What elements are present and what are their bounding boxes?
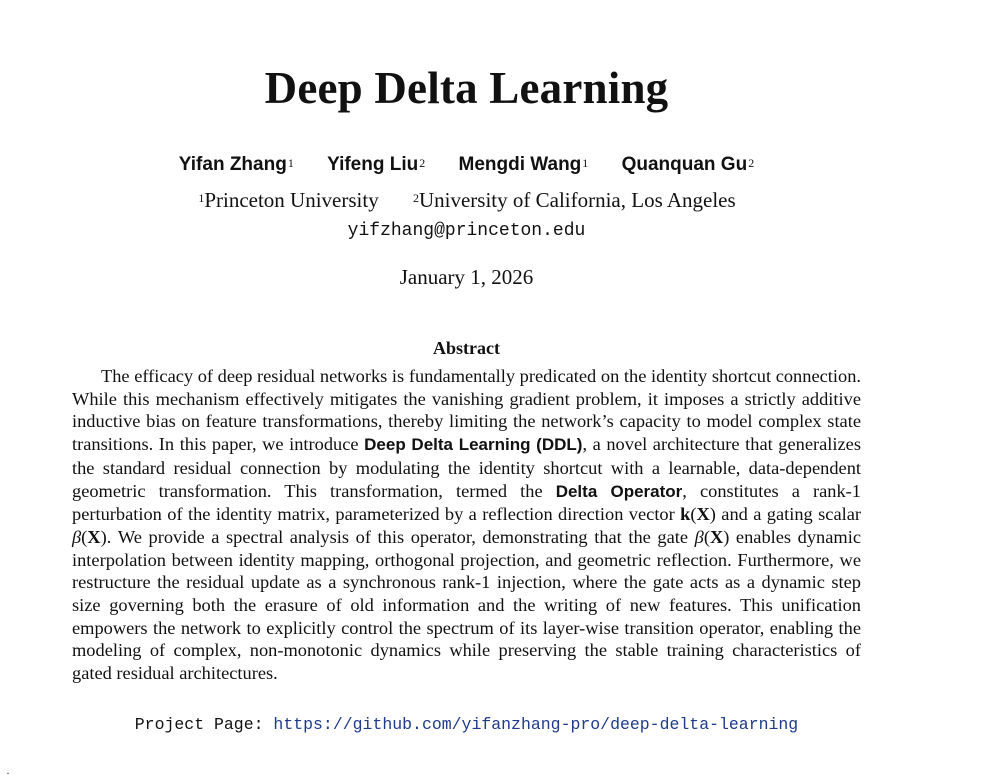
page-corner-mark: ·: [6, 766, 10, 780]
ddl-term: Deep Delta Learning (DDL): [364, 435, 583, 455]
affiliation: $^2$University of California, Los Angeles: [412, 188, 736, 212]
project-page: [0, 714, 933, 736]
publication-date: January 1, 2026: [399, 265, 534, 289]
affiliation: $^1$Princeton University: [198, 188, 379, 212]
author-email[interactable]: yifzhang@princeton.edu: [347, 221, 586, 241]
abstract-heading: Abstract: [433, 338, 500, 358]
abstract-body: The efficacy of deep residual networks is fundamentally predicated on the identity shortcut connection. While this mechanism effectively mitigates the vanishing gradient problem, it imposes a strictly additive inductive bias on feature transformations, thereby limiting the network’s capacity to model complex state transitions. In this paper, we introduce Deep Delta Learning (DDL), a novel architecture that generalizes the standard residual connection by modulating the identity shortcut with a learnable, data-dependent geometric transformation. This transformation, termed the Delta Operator, constitutes a rank-1 perturbation of the identity matrix, parameterized by a reflection direction vector k(X) and a gating scalar β(X). We provide a spectral analysis of this operator, demonstrating that the gate β(X) enables dynamic interpolation between identity mapping, orthogonal projection, and geometric reflection. Furthermore, we restructure the residual update as a synchronous rank-1 injection, where the gate acts as a dynamic step size governing both the erasure of old information and the writing of new features. This unification empowers the network to explicitly control the spectrum of its layer-wise transition operator, enabling the modeling of complex, non-monotonic dynamics while preserving the stable training characteristics of gated residual architectures.: [72, 366, 862, 684]
author: Quanquan Gu$^2$: [621, 154, 755, 175]
author: Yifeng Liu$^2$: [327, 154, 426, 175]
author: Yifan Zhang$^1$: [178, 154, 294, 175]
affiliation-list: [0, 187, 933, 213]
math-k-of-x: k(X): [680, 504, 716, 525]
paper-title: Deep Delta Learning: [264, 63, 669, 113]
project-page-link[interactable]: https://github.com/yifanzhang-pro/deep-delta-learning: [273, 715, 799, 734]
author-list: [0, 152, 933, 178]
project-page-label: Project Page:: [134, 715, 264, 734]
delta-operator-term: Delta Operator: [555, 481, 683, 501]
author: Mengdi Wang$^1$: [458, 154, 589, 175]
math-beta-of-x: β(X): [72, 526, 107, 547]
math-beta-of-x: β(X): [694, 526, 730, 547]
